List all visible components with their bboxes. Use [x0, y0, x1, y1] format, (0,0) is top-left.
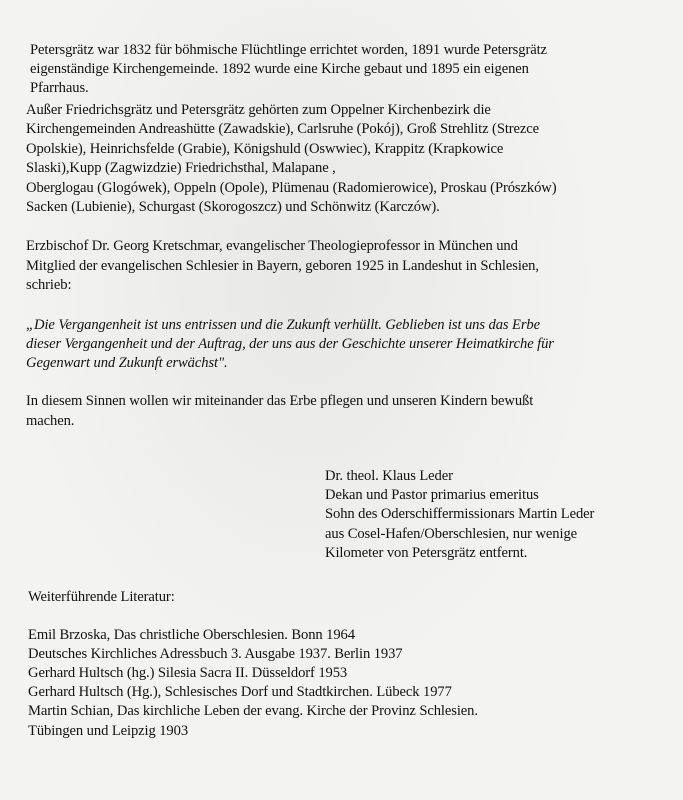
text-line: machen.: [26, 413, 75, 429]
literature-item: Deutsches Kirchliches Adressbuch 3. Ausgabe 1937. Berlin 1937: [28, 646, 403, 662]
text-line: Opolskie), Heinrichsfelde (Grabie), Königshuld (Oswwiec), Krappitz (Krapkowice: [26, 141, 504, 157]
text-line: Kirchengemeinden Andreashütte (Zawadskie), Carlsruhe (Pokój), Groß Strehlitz (Strezce: [26, 121, 540, 137]
signature-line: Sohn des Oderschiffermissionars Martin Leder: [325, 506, 595, 522]
signature-line: Kilometer von Petersgrätz entfernt.: [325, 545, 528, 561]
literature-item: Tübingen und Leipzig 1903: [28, 723, 189, 739]
text-line: Erzbischof Dr. Georg Kretschmar, evangelischer Theologieprofessor in München und: [26, 238, 518, 254]
literature-item: Gerhard Hultsch (hg.) Silesia Sacra II. Düsseldorf 1953: [28, 665, 348, 681]
text-line: Pfarrhaus.: [30, 80, 89, 96]
signature-line: aus Cosel-Hafen/Oberschlesien, nur wenige: [325, 526, 578, 542]
literature-item: Gerhard Hultsch (Hg.), Schlesisches Dorf und Stadtkirchen. Lübeck 1977: [28, 684, 452, 700]
text-line: Mitglied der evangelischen Schlesier in Bayern, geboren 1925 in Landeshut in Schlesien,: [26, 258, 539, 274]
text-line: Oberglogau (Glogówek), Oppeln (Opole), Plümenau (Radomierowice), Proskau (Prószków): [26, 180, 557, 196]
text-line: Slaski),Kupp (Zagwizdzie) Friedrichsthal, Malapane ,: [26, 160, 336, 176]
signature-line: Dr. theol. Klaus Leder: [325, 468, 453, 484]
text-line: Außer Friedrichsgrätz und Petersgrätz gehörten zum Oppelner Kirchenbezirk die: [26, 102, 491, 118]
text-line: Petersgrätz war 1832 für böhmische Flüchtlinge errichtet worden, 1891 wurde Petersgrätz: [30, 42, 547, 58]
text-line: Sacken (Lubienie), Schurgast (Skorogoszcz) und Schönwitz (Karczów).: [26, 199, 440, 215]
quote-line: Gegenwart und Zukunft erwächst".: [26, 355, 228, 371]
text-line: eigenständige Kirchengemeinde. 1892 wurde eine Kirche gebaut und 1895 ein eigenen: [30, 61, 529, 77]
literature-item: Emil Brzoska, Das christliche Oberschlesien. Bonn 1964: [28, 627, 355, 643]
literature-heading: Weiterführende Literatur:: [28, 589, 175, 605]
text-line: schrieb:: [26, 277, 72, 293]
quote-line: „Die Vergangenheit ist uns entrissen und die Zukunft verhüllt. Geblieben ist uns das Erbe: [26, 317, 540, 333]
text-line: In diesem Sinnen wollen wir miteinander das Erbe pflegen und unseren Kindern bewußt: [26, 393, 534, 409]
signature-line: Dekan und Pastor primarius emeritus: [325, 487, 539, 503]
literature-item: Martin Schian, Das kirchliche Leben der evang. Kirche der Provinz Schlesien.: [28, 703, 478, 719]
quote-line: dieser Vergangenheit und der Auftrag, der uns aus der Geschichte unserer Heimatkirche für: [26, 336, 554, 352]
